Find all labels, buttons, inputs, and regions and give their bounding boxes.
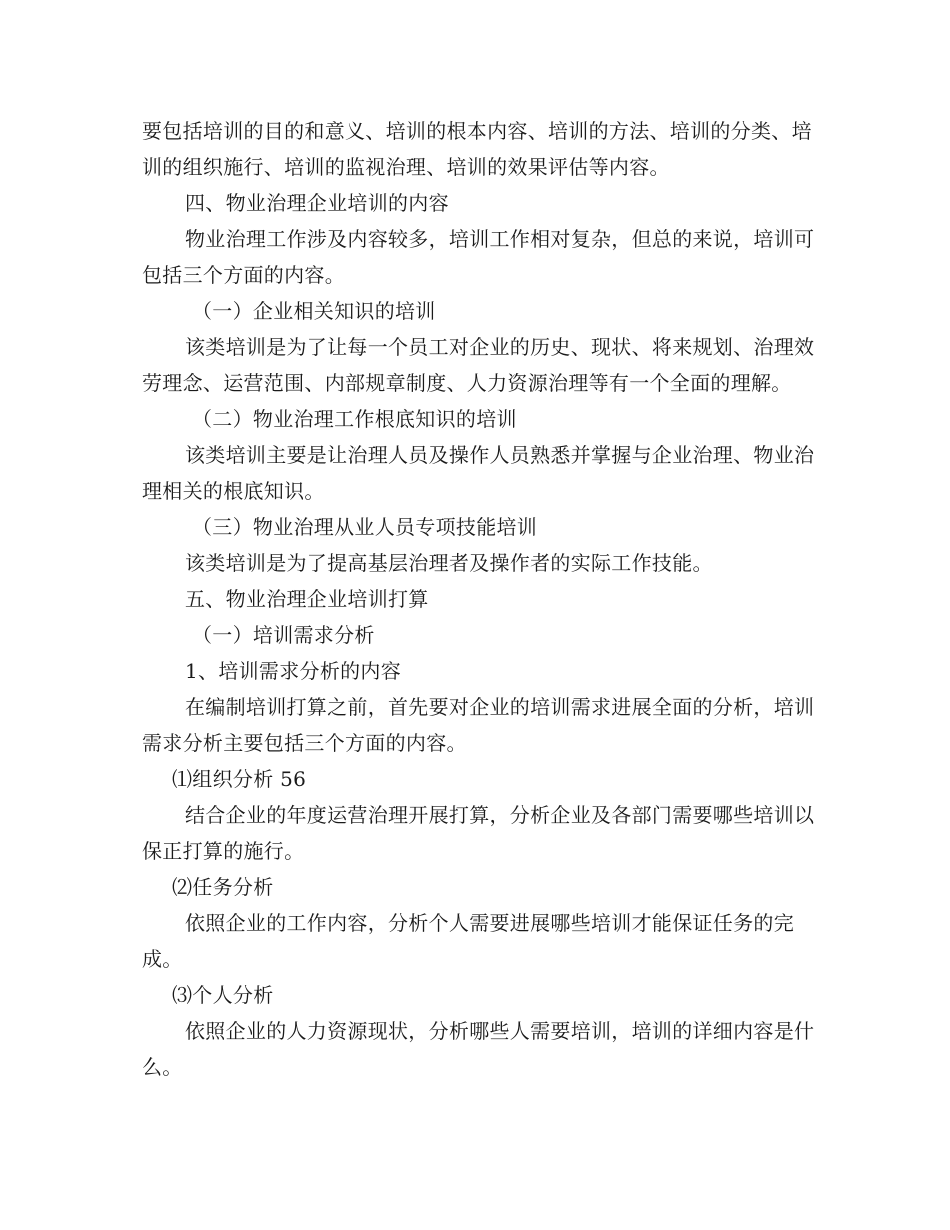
numbered-heading: 1、培训需求分析的内容	[185, 659, 402, 683]
section-heading: 五、物业治理企业培训打算	[185, 587, 429, 611]
paragraph: 该类培训是为了让每一个员工对企业的历史、现状、将来规划、治理效劳理念、运营范围、内部规章制度、人力资源治理等有一个全面的理解。	[142, 335, 815, 395]
paragraph: 依照企业的人力资源现状，分析哪些人需要培训，培训的详细内容是什么。	[142, 1019, 815, 1079]
paragraph: 依照企业的工作内容，分析个人需要进展哪些培训才能保证任务的完成。	[142, 911, 794, 971]
section-heading: 四、物业治理企业培训的内容	[185, 191, 449, 215]
paragraph: 在编制培训打算之前，首先要对企业的培训需求进展全面的分析，培训需求分析主要包括三个方面的内容。	[142, 695, 815, 755]
subsection-heading: （一）企业相关知识的培训	[192, 299, 436, 323]
subsection-heading: （三）物业治理从业人员专项技能培训	[192, 515, 538, 539]
list-heading: ⑴组织分析 56	[172, 767, 307, 791]
paragraph: 该类培训主要是让治理人员及操作人员熟悉并掌握与企业治理、物业治理相关的根底知识。	[142, 443, 815, 503]
paragraph: 物业治理工作涉及内容较多，培训工作相对复杂，但总的来说，培训可包括三个方面的内容。	[142, 227, 815, 287]
subsection-heading: （一）培训需求分析	[192, 623, 375, 647]
list-heading: ⑶个人分析	[172, 983, 274, 1007]
document-body	[142, 113, 822, 1085]
subsection-heading: （二）物业治理工作根底知识的培训	[192, 407, 517, 431]
paragraph: 该类培训是为了提高基层治理者及操作者的实际工作技能。	[185, 551, 713, 575]
list-heading: ⑵任务分析	[172, 875, 274, 899]
paragraph: 结合企业的年度运营治理开展打算，分析企业及各部门需要哪些培训以保正打算的施行。	[142, 803, 815, 863]
paragraph: 要包括培训的目的和意义、培训的根本内容、培训的方法、培训的分类、培训的组织施行、培训的监视治理、培训的效果评估等内容。	[142, 119, 812, 179]
